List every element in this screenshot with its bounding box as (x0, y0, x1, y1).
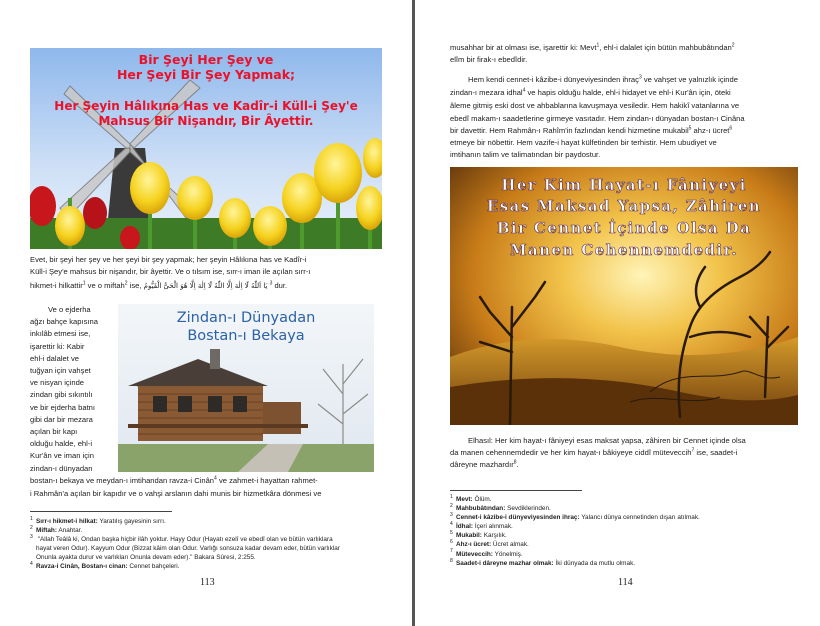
footnote-text: İçeri alınmak. (473, 523, 513, 531)
footnote-term: Saadet-i dâreyne mazhar olmak: (456, 559, 554, 567)
footnote-ref-2[interactable]: 2 (731, 42, 735, 49)
footnote-text: İki dünyada da mutlu olmak. (553, 559, 636, 567)
footnote-item: $^1$ Mevt: Ölüm. (450, 493, 492, 503)
footnote-term: Miftah: (36, 527, 57, 535)
footnote-term: Cennet-i kâzibe-i dünyeviyesinden ihraç: (456, 514, 580, 522)
footnote-item: $^5$ Mukabil: Karşılık. (450, 530, 507, 540)
r-paragraph-2-line-1 (450, 74, 820, 86)
footnote-item: $^1$ Sırr-ı hikmet-i hilkat: Yaratılış gayesinin sırrı. (30, 515, 166, 525)
text-segment: da manen cehennemdedir ve her kim hayat-ı bâkiyeye ciddî müteveccih (450, 448, 692, 457)
paragraph-2-line: tuğyan için vahşet (30, 366, 91, 376)
text-segment: musahhar bir at olması ise, işarettir ki: Mevt (450, 43, 597, 52)
paragraph-2-line: zindan-ı dünyadan (30, 463, 93, 473)
r-paragraph-2-line-5 (450, 125, 820, 137)
arabic-verse: يَا اَللّٰهُ لَٓا اِلٰهَ اِلَّا اللّٰهُ لَٓا اِلٰهَ اِلَّا هُوَ الْحَىُّ الْقَيُّومُ (143, 282, 268, 290)
footnote-ref-3[interactable]: 3 (269, 280, 273, 287)
banner-title-line1: Bir Şeyi Her Şey ve (138, 52, 274, 67)
paragraph-2-full-line-1 (30, 475, 382, 487)
r-paragraph-3-line-1 (450, 435, 820, 447)
banner-title-line4: Mahsus Bir Nişandır, Bir Âyettir. (98, 114, 314, 128)
banner-title-line3: Her Şeyin Hâlıkına Has ve Kadîr-i Küll-i Şey'e (54, 99, 358, 113)
text-segment: hikmet-i hilkattir (30, 281, 83, 290)
footnotes-list (30, 517, 382, 572)
paragraph-2-line: inkılâb etmesi ise, (30, 329, 91, 339)
paragraph-2-line: Kur'ân ve iman için (30, 451, 94, 461)
r-paragraph-1-line-2: elîm bir firak-ı ebedîdir. (450, 55, 528, 64)
paragraph-2-line: ve nisyan içinde (30, 378, 85, 388)
r-banner-title-line4: Manen Cehennemdedir. (509, 241, 739, 259)
footnote-ref-7[interactable]: 7 (691, 447, 695, 454)
paragraph-2-line: gibi dar bir mezara (30, 414, 93, 424)
paragraph-2-line: ehl-i dalalet ve (30, 353, 79, 363)
footnote-item (30, 553, 382, 562)
footnote-separator (30, 511, 172, 512)
text-segment: ve o miftah (85, 281, 125, 290)
banner-title-line2: Her Şeyi Bir Şey Yapmak; (116, 67, 296, 82)
r-paragraph-3-line-2 (450, 447, 820, 459)
paragraph-2-line: ve bir ejderha batnı (30, 402, 96, 412)
r-paragraph-2-line-4: ebedî makam-ı saadetlerine girmeye vasıtadır. Hem zindan-ı dünyadan bostan-ı Cinâna (450, 114, 745, 123)
footnote-term: Sırr-ı hikmet-i hilkat: (36, 518, 98, 525)
paragraph-2-narrow-column (30, 304, 113, 475)
footnote-text: Anahtar. (56, 527, 83, 535)
footnote-ref-8[interactable]: 8 (513, 459, 517, 466)
footnote-item: $^3$ Cennet-i kâzibe-i dünyeviyesinden ihraç: Yalancı dünya cennetinden dışarı atılmak. (450, 512, 700, 522)
footnote-item: $^4$ Ravza-i Cinân, Bostan-ı cinan: Cennet bahçeleri. (30, 561, 180, 571)
footnote-term: Ravza-i Cinân, Bostan-ı cinan: (36, 563, 128, 571)
footnote-item (30, 544, 382, 553)
text-segment: bostan-ı bekaya ve meydan-ı imtihandan ravza-i Cinân (30, 476, 215, 485)
text-segment: dâreyne mazhardır (450, 460, 514, 469)
paragraph-2-line: açılan bir kapı (30, 427, 78, 437)
paragraph-2-line: olduğu halde, ehl-i (30, 439, 93, 449)
r-banner-title-line3: Bir Cennet İçinde Olsa Da (496, 219, 752, 237)
landscape-banner-image (450, 167, 798, 425)
footnote-item: $^2$ Mahbubâtından: Sevdiklerinden. (450, 502, 551, 513)
footnote-term: İdhal: (456, 523, 474, 531)
footnote-item: $^7$ Müteveccih: Yönelmiş. (450, 548, 523, 558)
text-segment: bir davettir. Hem Rahmân-ı Rahîm'in fazlından kendi hizmetine mukabil (450, 126, 689, 135)
r-paragraph-3-line-3 (450, 459, 820, 471)
footnote-term: Ahz-ı ücret: (456, 541, 492, 549)
cabin-inset-image (118, 304, 374, 472)
text-segment: zindan-ı mezara idhal (450, 88, 523, 97)
footnote-item: $^4$ İdhal: İçeri alınmak. (450, 521, 513, 531)
page-divider (412, 0, 415, 626)
footnote-ref-1[interactable]: 1 (596, 42, 600, 49)
footnote-term: Mukabil: (456, 532, 482, 540)
footnote-separator (450, 490, 582, 491)
r-paragraph-2-line-6: etmeye bir nöbettir. Hem vazife-i hayat külfetinden bir terhistir. Hem ubudiyet ve (450, 138, 717, 147)
footnote-item: $^2$ Miftah: Anahtar. (30, 524, 83, 535)
footnote-text: Yönelmiş. (492, 550, 523, 558)
footnote-term: Mahbubâtından: (456, 505, 506, 513)
page-number: 113 (200, 577, 215, 588)
paragraph-2-line: işarettir ki: Kabir (30, 341, 85, 351)
footnote-text: Onunla ayakta durur ve varlıkları Onunla devam eder)." Bakara Sûresi, 2:255. (36, 554, 256, 562)
text-segment: ve hapis olduğu halde, ehl-i hidayet ve ehl-i Kur'ân için, öteki (525, 88, 731, 97)
footnote-text: Cennet bahçeleri. (127, 563, 180, 571)
footnote-ref-1[interactable]: 1 (82, 280, 86, 287)
text-segment: ahz-ı ücret (691, 126, 730, 135)
footnote-ref-4[interactable]: 4 (522, 87, 526, 94)
footnotes-list (450, 495, 800, 568)
text-segment: ve zahmet-i hayattan rahmet- (216, 476, 318, 485)
text-segment: , ehl-i dalalet için bütün mahbubâtından (599, 43, 732, 52)
footnote-ref-3[interactable]: 3 (638, 74, 642, 81)
text-segment: ise, saadet-i (694, 448, 738, 457)
text-segment: Hem kendi cennet-i kâzibe-i dünyeviyesinden ihraç (468, 75, 639, 84)
footnote-text: Ücret almak. (491, 541, 529, 549)
r-paragraph-2-line-7: imtihanın talim ve talimatından bir paydostur. (450, 150, 601, 159)
text-segment: . (516, 460, 519, 469)
page-number: 114 (618, 577, 633, 588)
paragraph-2-line: Ve o ejderha (48, 305, 91, 314)
text-segment: dur. (272, 281, 288, 290)
r-paragraph-2-line-2 (450, 87, 820, 99)
inset-title-line2: Bostan-ı Bekaya (187, 328, 305, 344)
r-banner-title-line2: Esas Maksad Yapsa, Zâhiren (486, 197, 762, 215)
inset-title-line1: Zindan-ı Dünyadan (176, 310, 316, 326)
footnote-text: Ölüm. (472, 496, 492, 503)
r-banner-title-line1: Her Kim Hayat-ı Fâniyeyi (501, 176, 747, 194)
paragraph-1-line-2: Küll-i Şey'e mahsus bir nişandır, bir âyettir. Ve o tılsım ise, sırr-ı iman ile açılan sırr-ı (30, 267, 311, 276)
paragraph-2-line: zindan gibi sıkıntılı (30, 390, 93, 400)
footnote-text: Karşılık. (481, 532, 507, 540)
paragraph-2-line: ağzı bahçe kapısına (30, 317, 98, 327)
footnote-term: Müteveccih: (456, 550, 493, 558)
footnote-ref-2[interactable]: 2 (124, 280, 128, 287)
footnote-text: Yalancı dünya cennetinden dışarı atılmak. (579, 514, 700, 522)
r-paragraph-1-line-1 (450, 42, 820, 54)
paragraph-2-full-line-2: i Rahmân'a açılan bir kapıdır ve o vahşi arslanın dahi munis bir hizmetkâra dönmesi ve (30, 489, 322, 498)
footnote-text: Sevdiklerinden. (505, 505, 551, 513)
text-segment: ise, (127, 281, 142, 290)
r-paragraph-2-line-3: âleme gitmiş eski dost ve ahbablarına kavuşmaya vesiledir. Hem hakikî vatanlarına ve (450, 101, 740, 110)
footnote-ref-4[interactable]: 4 (214, 475, 217, 482)
footnote-item: $^3$ "Allah Teâlâ ki, Ondan başka hiçbir ilâh yoktur. Hayy Odur (Hayatı ezelî ve ebedî olan ve bütün varlıklara (30, 534, 333, 544)
footnote-term: Mevt: (456, 496, 473, 503)
footnote-ref-6[interactable]: 6 (729, 125, 733, 132)
footnote-text: hayat veren Odur). Kayyum Odur (Bizzat kâim olan Odur. Varlığı sonsuza kadar devam eder, bütün varlıklar (36, 545, 340, 553)
footnote-text: "Allah Teâlâ ki, Ondan başka hiçbir ilâh yoktur. Hayy Odur (Hayatı ezelî ve ebedî olan ve bütün varlıklara (36, 536, 333, 544)
paragraph-1-line-1: Evet, bir şeyi her şey ve her şeyi bir şey yapmak; her şeyin Hâlıkına has ve Kadîr-i (30, 255, 307, 264)
text-segment: Elhasıl: Her kim hayat-ı fâniyeyi esas maksat yapsa, zâhiren bir Cennet içinde olsa (468, 436, 746, 445)
footnote-item: $^6$ Ahz-ı ücret: Ücret almak. (450, 539, 529, 549)
footnote-item: $^8$ Saadet-i dâreyne mazhar olmak: İki dünyada da mutlu olmak. (450, 557, 636, 567)
footnote-text: Yaratılış gayesinin sırrı. (97, 518, 166, 525)
paragraph-1-line-3 (30, 280, 382, 292)
footnote-ref-5[interactable]: 5 (688, 125, 692, 132)
text-segment: ve vahşet ve yalnızlık içinde (641, 75, 738, 84)
tulip-banner-image (30, 48, 382, 249)
right-page (416, 0, 820, 626)
